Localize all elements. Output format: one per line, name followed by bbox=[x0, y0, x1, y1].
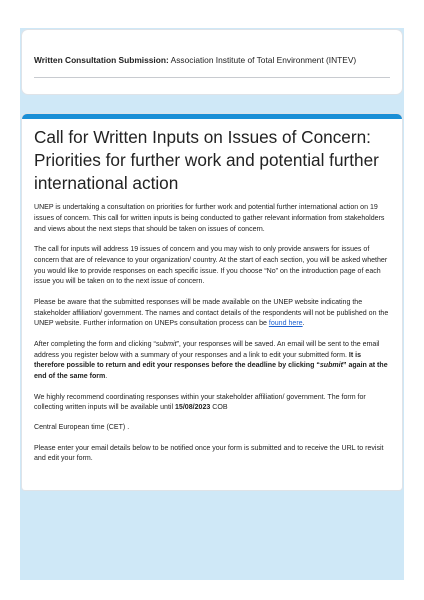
submission-label: Written Consultation Submission: bbox=[34, 55, 169, 65]
submit-paragraph bbox=[34, 340, 389, 383]
consultation-card bbox=[22, 114, 402, 490]
email-instruction-paragraph: Please enter your email details below to be notified once your form is submitted and to receive the URL to revisit and edit your form. bbox=[34, 444, 384, 463]
submission-card bbox=[22, 30, 402, 94]
deadline-paragraph bbox=[34, 393, 389, 415]
submit-word: submit bbox=[155, 340, 177, 348]
deadline-text-b: COB bbox=[210, 404, 228, 412]
edit-note-a: It is therefore possible to return and edit your responses before the deadline by clicking “ bbox=[34, 351, 362, 370]
title-line-3: international action bbox=[34, 173, 179, 193]
deadline-text-a: We highly recommend coordinating responses within your stakeholder affiliation/ government. The form for collecting written inputs will be available until bbox=[34, 393, 366, 412]
found-here-link[interactable]: found here bbox=[268, 320, 303, 328]
scope-paragraph: The call for inputs will address 19 issues of concern and you may wish to only provide answers for issues of concern that are of relevance to your organization/ country. At the start of each section, you will be asked whether you would like to provide responses on each specific issue. If you choose “No” on the introduction page of each issue you will be taken on to the next issue of concern. bbox=[34, 245, 388, 286]
publication-text: Please be aware that the submitted responses will be made available on the UNEP website indicating the stakeholder affiliation/ government. The names and contact details of the respondents will not be published on the UNEP website. Further information on UNEPs consultation process can be bbox=[34, 298, 389, 328]
submission-heading bbox=[34, 54, 390, 66]
submit-text-b: ”, your responses will be saved. An email will be sent to the email address you register below with a summary of your responses and a link to edit your submitted form. bbox=[34, 340, 380, 359]
organization-name: Association Institute of Total Environment (INTEV) bbox=[170, 55, 357, 65]
deadline-date: 15/08/2023 bbox=[175, 404, 211, 412]
submission-divider bbox=[34, 77, 390, 78]
edit-note-b: ” again at the end of the same form bbox=[34, 362, 388, 381]
intro-paragraph: UNEP is undertaking a consultation on priorities for further work and potential further international action on 19 issues of concern. This call for written inputs is being conducted to gather relevant information from stakeholders and views about the next steps that should be taken on issues of concern. bbox=[34, 204, 385, 233]
publication-paragraph bbox=[34, 298, 389, 330]
edit-note-submit: submit bbox=[319, 362, 343, 370]
page-title bbox=[34, 126, 389, 195]
timezone-paragraph: Central European time (CET) . bbox=[34, 424, 130, 432]
submit-text-a: After completing the form and clicking “ bbox=[34, 340, 156, 348]
publication-end: . bbox=[302, 320, 305, 328]
title-line-2: Priorities for further work and potential further bbox=[34, 150, 379, 170]
submit-end: . bbox=[105, 373, 108, 381]
title-line-1: Call for Written Inputs on Issues of Concern: bbox=[34, 127, 371, 147]
